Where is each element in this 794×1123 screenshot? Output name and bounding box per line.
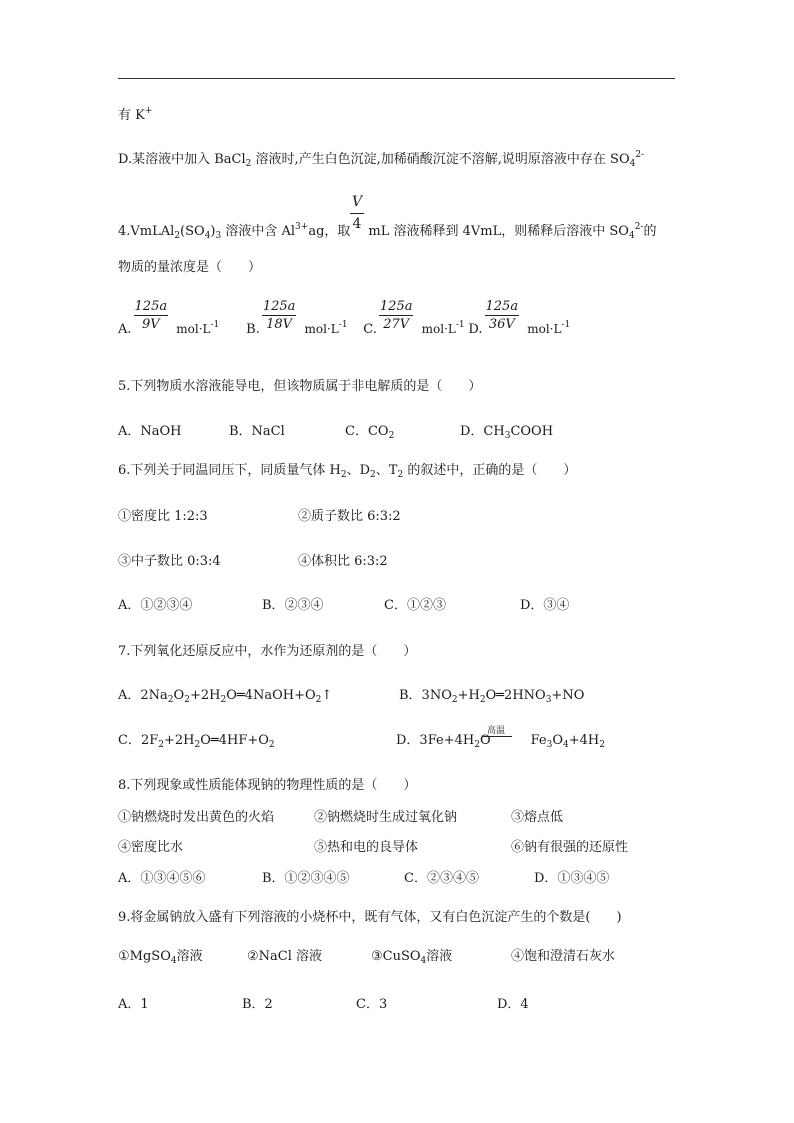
q6-option-b[interactable]: B．②③④ xyxy=(262,598,324,613)
q7-condition-arrow-line xyxy=(482,736,512,737)
q9-item-2: ②NaCl 溶液 xyxy=(247,949,323,964)
q6-option-d[interactable]: D．③④ xyxy=(520,598,570,613)
q5-option-b[interactable]: B．NaCl xyxy=(229,424,285,439)
q4-option-d[interactable]: D. $\frac{125a}{36V}$ $mol\cdot L^{-1}$ xyxy=(468,299,571,337)
q8-item-5: ⑤热和电的良导体 xyxy=(314,840,419,855)
q8-item-3: ③熔点低 xyxy=(511,810,564,825)
q4-option-a[interactable]: A. $\frac{125a}{9V}$ $mol\cdot L^{-1}$ xyxy=(118,299,220,337)
q8-item-6: ⑥钠有很强的还原性 xyxy=(511,840,629,855)
q9-item-4: ④饱和澄清石灰水 xyxy=(511,949,616,964)
q9-item-3: ③CuSO$_4$溶液 xyxy=(371,949,453,966)
q6-option-c[interactable]: C．①②③ xyxy=(384,598,446,613)
q6-item-4: ④体积比 6:3:2 xyxy=(298,554,388,569)
continued-text: 有 K+ xyxy=(118,106,153,123)
q6-item-2: ②质子数比 6:3:2 xyxy=(298,509,401,524)
q7-option-c[interactable]: C．$2F_2+2H_2O═4HF+O_2$ xyxy=(118,733,275,750)
q3-option-d: D.某溶液中加入 BaCl$_2$ 溶液时,产生白色沉淀,加稀硝酸沉淀不溶解,说明原溶液中存在 $SO_4^{2-}$ xyxy=(118,150,645,169)
q5-option-d[interactable]: D．$CH_3COOH$ xyxy=(460,424,554,441)
q7-option-b[interactable]: B．$3NO_2+H_2O═2HNO_3+NO$ xyxy=(399,688,585,705)
q7-stem: 7.下列氧化还原反应中，水作为还原剂的是（ ） xyxy=(118,644,417,659)
q8-item-4: ④密度比水 xyxy=(118,840,184,855)
q9-option-d[interactable]: D．4 xyxy=(497,997,529,1012)
header-rule xyxy=(118,78,675,79)
q8-option-c[interactable]: C．②③④⑤ xyxy=(404,871,479,886)
q8-item-1: ①钠燃烧时发出黄色的火焰 xyxy=(118,810,275,825)
q7-reaction-condition: 高温 xyxy=(487,726,506,736)
q6-stem: 6.下列关于同温同压下，同质量气体 $H_2$、$D_2$、$T_2$ 的叙述中，正确的是（ ） xyxy=(118,463,577,480)
q9-option-b[interactable]: B．2 xyxy=(242,997,273,1012)
q4-stem-line2: 物质的量浓度是（ ） xyxy=(118,260,262,275)
q9-item-1: ①MgSO$_4$溶液 xyxy=(118,949,203,966)
q4-option-b[interactable]: B. $\frac{125a}{18V}$ $mol\cdot L^{-1}$ xyxy=(246,299,348,337)
q5-option-c[interactable]: C．$CO_2$ xyxy=(345,424,395,441)
q6-item-3: ③中子数比 0:3:4 xyxy=(118,554,221,569)
q6-item-1: ①密度比 1:2:3 xyxy=(118,509,208,524)
q4-stem: $4.VmLAl_2(SO_4)_3$ 溶液中含 $Al^{3+}ag$，取 mL 溶液稀释到 4VmL，则稀释后溶液中 $SO_4^{2-}$的 xyxy=(118,222,657,241)
q4-option-c[interactable]: C. $\frac{125a}{27V}$ $mol\cdot L^{-1}$ xyxy=(363,299,465,337)
q5-option-a[interactable]: A．NaOH xyxy=(118,424,182,439)
q9-option-c[interactable]: C．3 xyxy=(356,997,388,1012)
q5-stem: 5.下列物质水溶液能导电，但该物质属于非电解质的是（ ） xyxy=(118,379,482,394)
q4-options xyxy=(118,300,570,337)
q8-option-b[interactable]: B．①②③④⑤ xyxy=(262,871,350,886)
q8-option-d[interactable]: D．①③④⑤ xyxy=(534,871,610,886)
q8-stem: 8.下列现象或性质能体现钠的物理性质的是（ ） xyxy=(118,778,417,793)
q6-option-a[interactable]: A．①②③④ xyxy=(118,598,193,613)
q7-option-a[interactable]: A．$2Na_2O_2+2H_2O═4NaOH+O_2↑$ xyxy=(118,688,333,705)
q8-item-2: ②钠燃烧时生成过氧化钠 xyxy=(314,810,458,825)
q9-stem: 9.将金属钠放入盛有下列溶液的小烧杯中，既有气体，又有白色沉淀产生的个数是( ) xyxy=(118,910,622,925)
q9-option-a[interactable]: A．1 xyxy=(118,997,149,1012)
q7-option-d[interactable]: D．$3Fe+4H_2O$ $Fe_3O_4+4H_2$ xyxy=(396,733,606,750)
q8-option-a[interactable]: A．①③④⑤⑥ xyxy=(118,871,206,886)
q4-fraction-v-over-4: $\frac{V}{4}$ xyxy=(351,194,363,232)
